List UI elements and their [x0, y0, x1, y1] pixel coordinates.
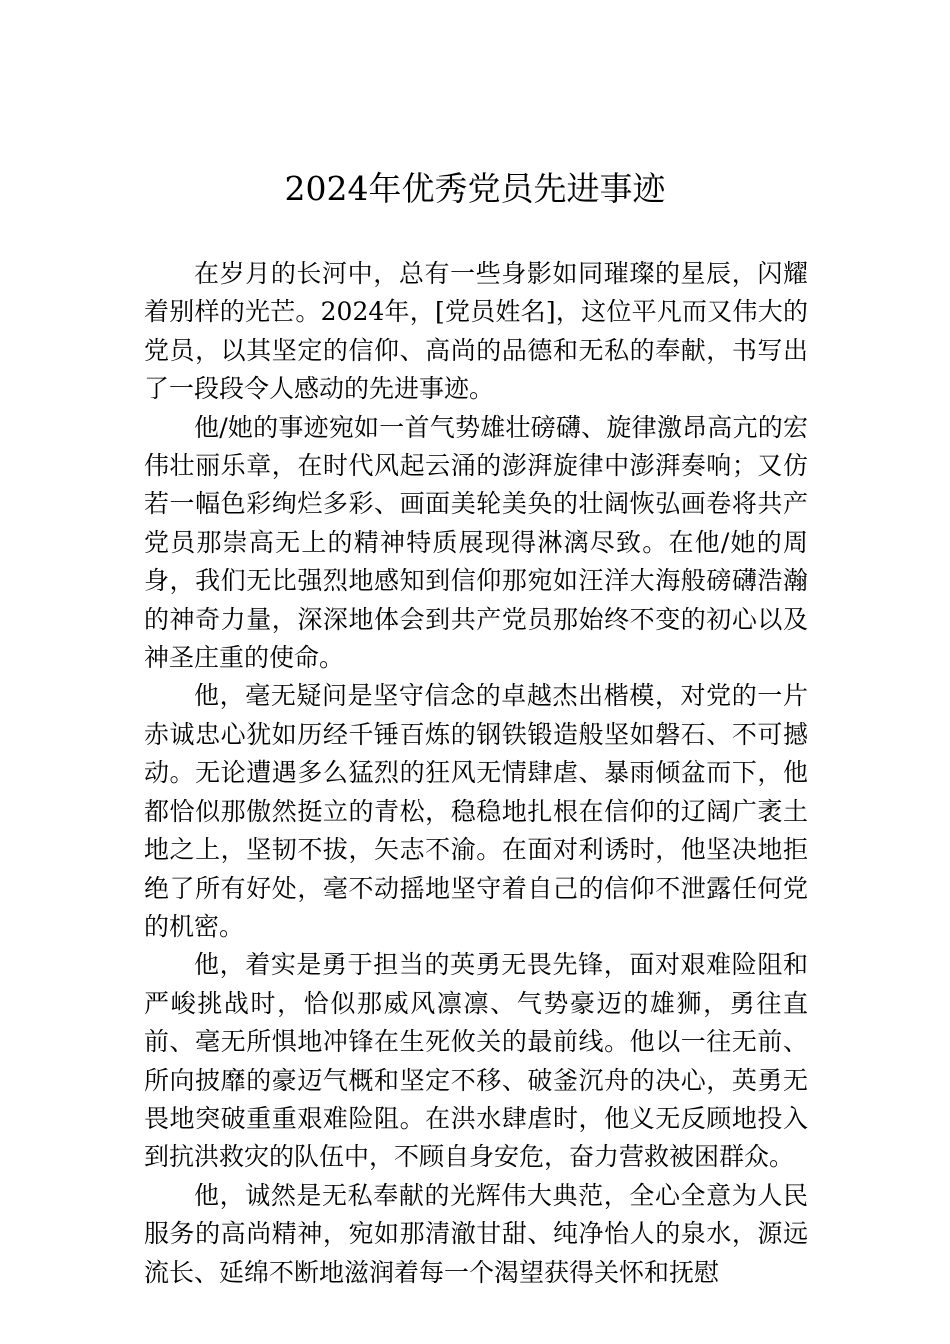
- paragraph-firm-belief: 他，毫无疑问是坚守信念的卓越杰出楷模，对党的一片赤诚忠心犹如历经千锤百炼的钢铁锻造般坚如磐石、不可撼动。无论遭遇多么猛烈的狂风无情肆虐、暴雨倾盆而下，他都恰似那傲然挺立的青松，稳稳地扎根在信仰的辽阔广袤土地之上，坚韧不拔，矢志不渝。在面对利诱时，他坚决地拒绝了所有好处，毫不动摇地坚守着自己的信仰不泄露任何党的机密。: [144, 681, 808, 941]
- paragraph-responsibility: 他，着实是勇于担当的英勇无畏先锋，面对艰难险阻和严峻挑战时，恰似那威风凛凛、气势豪迈的雄狮，勇往直前、毫无所惧地冲锋在生死攸关的最前线。他以一往无前、所向披靡的豪迈气概和坚定不移、破釜沉舟的决心，英勇无畏地突破重重艰难险阻。在洪水肆虐时，他义无反顾地投入到抗洪救灾的队伍中，不顾自身安危，奋力营救被困群众。: [144, 950, 808, 1172]
- document-body: [144, 255, 808, 1292]
- paragraph-intro: 在岁月的长河中，总有一些身影如同璀璨的星辰，闪耀着别样的光芒。2024年，[党员姓名]，这位平凡而又伟大的党员，以其坚定的信仰、高尚的品德和无私的奉献，书写出了一段段令人感动的先进事迹。: [144, 259, 808, 404]
- paragraph-dedication: 他，诚然是无私奉献的光辉伟大典范，全心全意为人民服务的高尚精神，宛如那清澈甘甜、纯净怡人的泉水，源远流长、延绵不断地滋润着每一个渴望获得关怀和抚慰: [144, 1180, 808, 1287]
- document-title: 2024年优秀党员先进事迹: [284, 169, 666, 208]
- paragraph-deeds-overview: 他/她的事迹宛如一首气势雄壮磅礴、旋律激昂高亢的宏伟壮丽乐章，在时代风起云涌的澎湃旋律中澎湃奏响；又仿若一幅色彩绚烂多彩、画面美轮美奂的壮阔恢弘画卷将共产党员那崇高无上的精神特质展现得淋漓尽致。在他/她的周身，我们无比强烈地感知到信仰那宛如汪洋大海般磅礴浩瀚的神奇力量，深深地体会到共产党员那始终不变的初心以及神圣庄重的使命。: [144, 412, 808, 673]
